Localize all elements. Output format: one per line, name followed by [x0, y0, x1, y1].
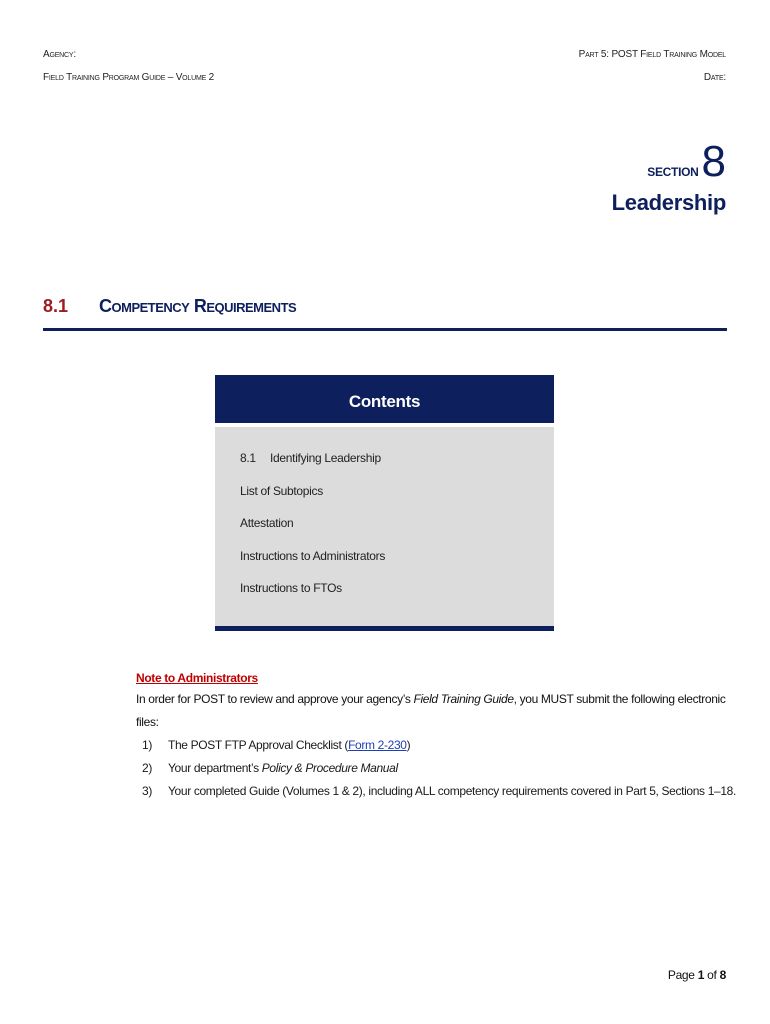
contents-footer-bar	[215, 626, 554, 631]
agency-label: Agency:	[43, 49, 76, 60]
list-marker: 2)	[142, 761, 152, 775]
list-item-text-end: )	[406, 738, 411, 752]
subsection-heading	[43, 296, 727, 317]
list-item-text: The POST FTP Approval Checklist (	[168, 738, 349, 752]
page-word: Page	[667, 968, 695, 982]
note-intro-text: In order for POST to review and approve your agency’s	[136, 692, 414, 706]
note-intro	[136, 688, 736, 734]
contents-box	[215, 375, 554, 631]
section-banner	[611, 137, 726, 216]
note-list	[136, 734, 736, 803]
subsection-title: Competency Requirements	[99, 296, 297, 316]
note-intro-emphasis: Field Training Guide	[413, 692, 514, 706]
contents-item-label: List of Subtopics	[240, 483, 323, 498]
note-to-administrators	[136, 668, 736, 803]
heading-rule	[43, 328, 727, 331]
contents-item[interactable]	[240, 516, 554, 549]
page-number	[668, 968, 726, 982]
contents-item[interactable]	[240, 451, 554, 484]
form-2-230-link[interactable]: Form 2-230	[348, 738, 407, 752]
contents-item[interactable]	[240, 484, 554, 517]
contents-item-number: 8.1	[240, 451, 256, 465]
guide-title: Field Training Program Guide – Volume 2	[43, 72, 214, 83]
section-title: Leadership	[611, 190, 726, 215]
note-title: Note to Administrators	[136, 671, 258, 685]
running-header-left	[43, 43, 214, 89]
contents-item-label: Attestation	[240, 516, 294, 530]
note-list-item	[136, 780, 736, 803]
of-word: of	[707, 968, 717, 982]
note-list-item	[136, 734, 736, 757]
section-number: 8	[701, 137, 726, 186]
subsection-number: 8.1	[43, 296, 69, 316]
list-marker: 3)	[142, 784, 152, 798]
contents-item[interactable]	[240, 581, 554, 614]
part-label: Part 5: POST Field Training Model	[578, 49, 726, 60]
section-word: SECTION	[647, 165, 699, 179]
list-marker: 1)	[142, 738, 152, 752]
contents-item[interactable]	[240, 549, 554, 582]
contents-title: Contents	[215, 375, 554, 423]
contents-item-label: Instructions to FTOs	[240, 581, 342, 595]
contents-item-label: Identifying Leadership	[270, 451, 381, 465]
note-intro-text-end: , you MUST submit the following electronic files:	[136, 692, 726, 729]
list-item-text: Your completed Guide (Volumes 1 & 2), including ALL competency requirements covered in Part 5, Sections 1–18.	[168, 784, 736, 798]
total-pages: 8	[719, 968, 726, 982]
list-item-text: Your department’s	[168, 761, 262, 775]
list-item-emphasis: Policy & Procedure Manual	[261, 761, 398, 775]
current-page: 1	[697, 968, 705, 982]
running-header-right	[579, 43, 726, 89]
date-label: Date:	[703, 72, 726, 83]
contents-item-label: Instructions to Administrators	[240, 548, 386, 563]
contents-list	[215, 427, 554, 614]
note-list-item	[136, 757, 736, 780]
